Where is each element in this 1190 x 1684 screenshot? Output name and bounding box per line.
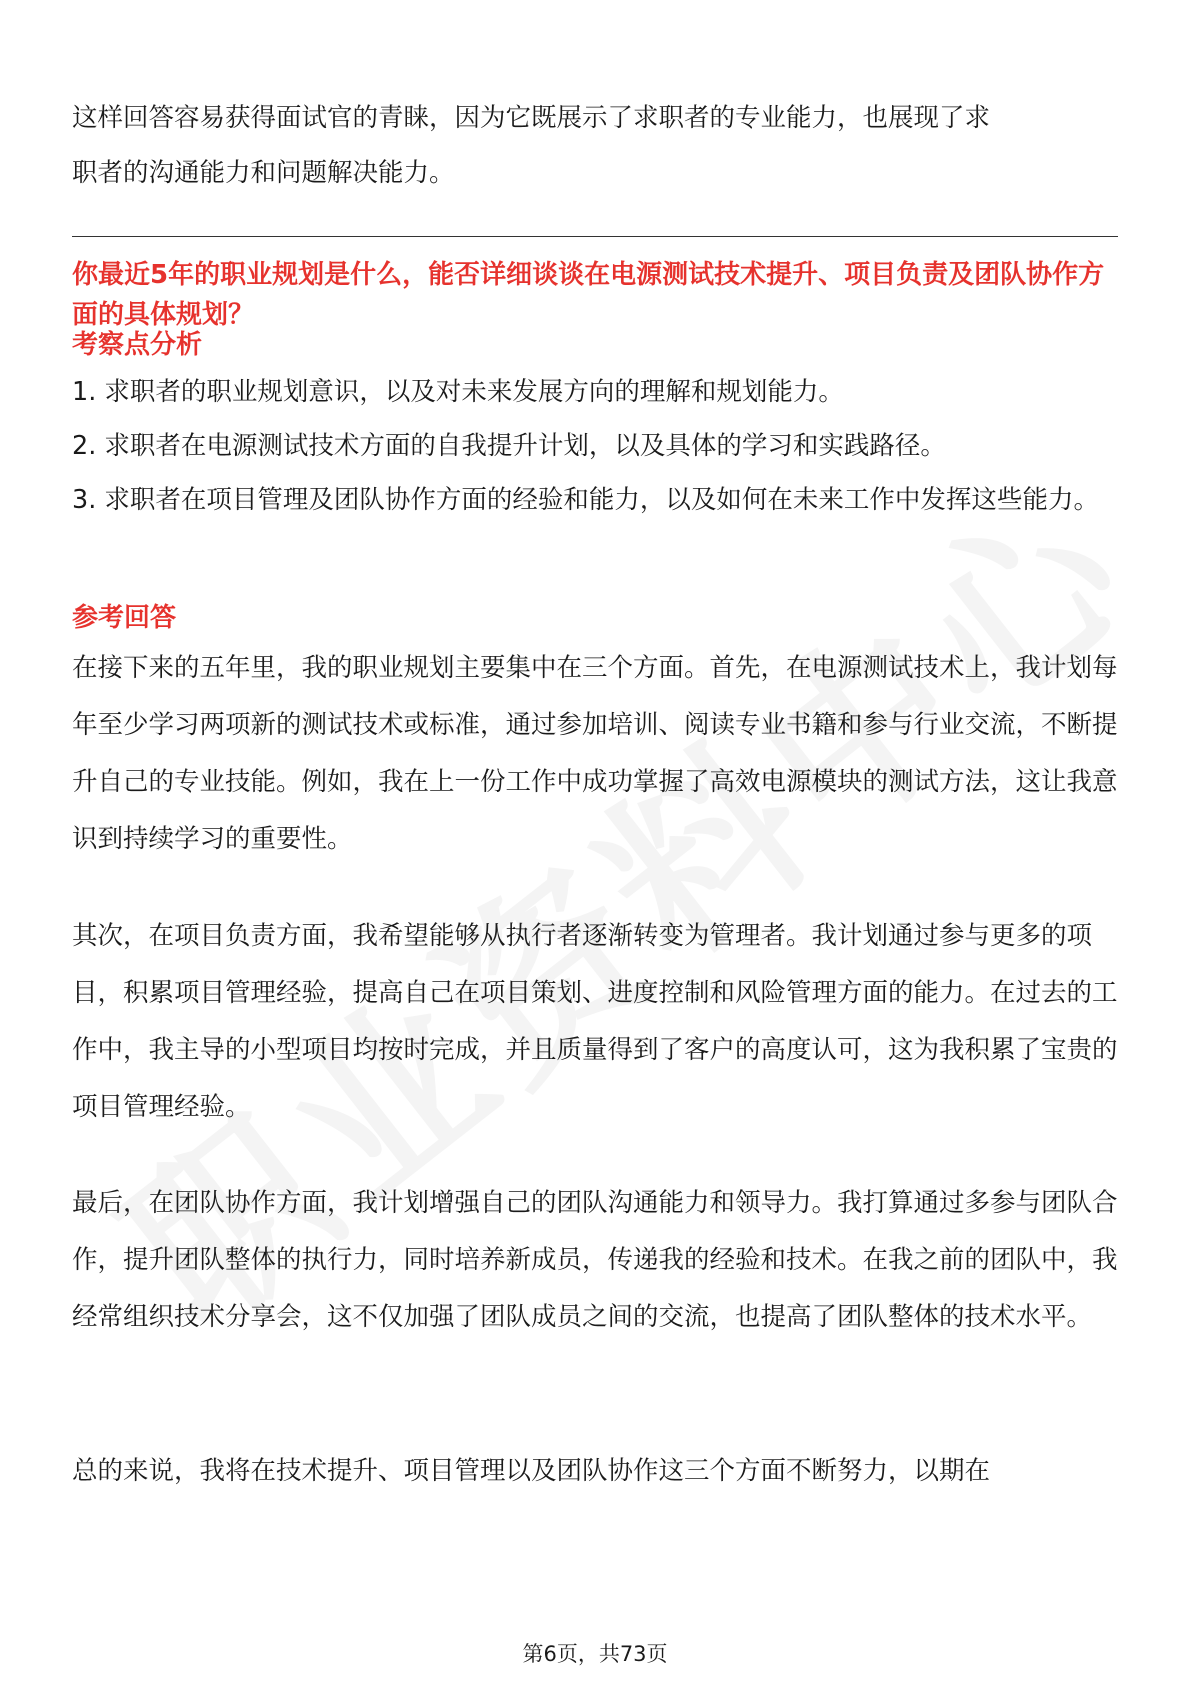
analysis-item-1: 1. 求职者的职业规划意识，以及对未来发展方向的理解和规划能力。 <box>72 377 844 407</box>
answer-paragraph-4: 总的来说，我将在技术提升、项目管理以及团队协作这三个方面不断努力，以期在 <box>72 1456 991 1486</box>
answer-heading: 参考回答 <box>72 603 177 633</box>
interview-question: 你最近5年的职业规划是什么，能否详细谈谈在电源测试技术提升、项目负责及团队协作方面的具体规划？ <box>72 260 1105 330</box>
analysis-item-3: 3. 求职者在项目管理及团队协作方面的经验和能力，以及如何在未来工作中发挥这些能力。 <box>72 485 1099 515</box>
analysis-heading: 考察点分析 <box>72 330 203 360</box>
intro-line-1: 这样回答容易获得面试官的青睐，因为它既展示了求职者的专业能力，也展现了求 <box>72 103 991 133</box>
analysis-item-2: 2. 求职者在电源测试技术方面的自我提升计划，以及具体的学习和实践路径。 <box>72 431 946 461</box>
intro-line-2: 职者的沟通能力和问题解决能力。 <box>72 158 455 188</box>
section-divider <box>72 236 1118 237</box>
page-footer: 第6页，共73页 <box>522 1642 668 1666</box>
answer-paragraph-1: 在接下来的五年里，我的职业规划主要集中在三个方面。首先，在电源测试技术上，我计划每年至少学习两项新的测试技术或标准，通过参加培训、阅读专业书籍和参与行业交流，不断提升自己的专业技能。例如，我在上一份工作中成功掌握了高效电源模块的测试方法，这让我意识到持续学习的重要性。 <box>72 653 1118 854</box>
answer-paragraph-3: 最后，在团队协作方面，我计划增强自己的团队沟通能力和领导力。我打算通过多参与团队合作，提升团队整体的执行力，同时培养新成员，传递我的经验和技术。在我之前的团队中，我经常组织技术分享会，这不仅加强了团队成员之间的交流，也提高了团队整体的技术水平。 <box>72 1188 1118 1332</box>
answer-paragraph-2: 其次，在项目负责方面，我希望能够从执行者逐渐转变为管理者。我计划通过参与更多的项目，积累项目管理经验，提高自己在项目策划、进度控制和风险管理方面的能力。在过去的工作中，我主导的小型项目均按时完成，并且质量得到了客户的高度认可，这为我积累了宝贵的项目管理经验。 <box>72 921 1118 1122</box>
